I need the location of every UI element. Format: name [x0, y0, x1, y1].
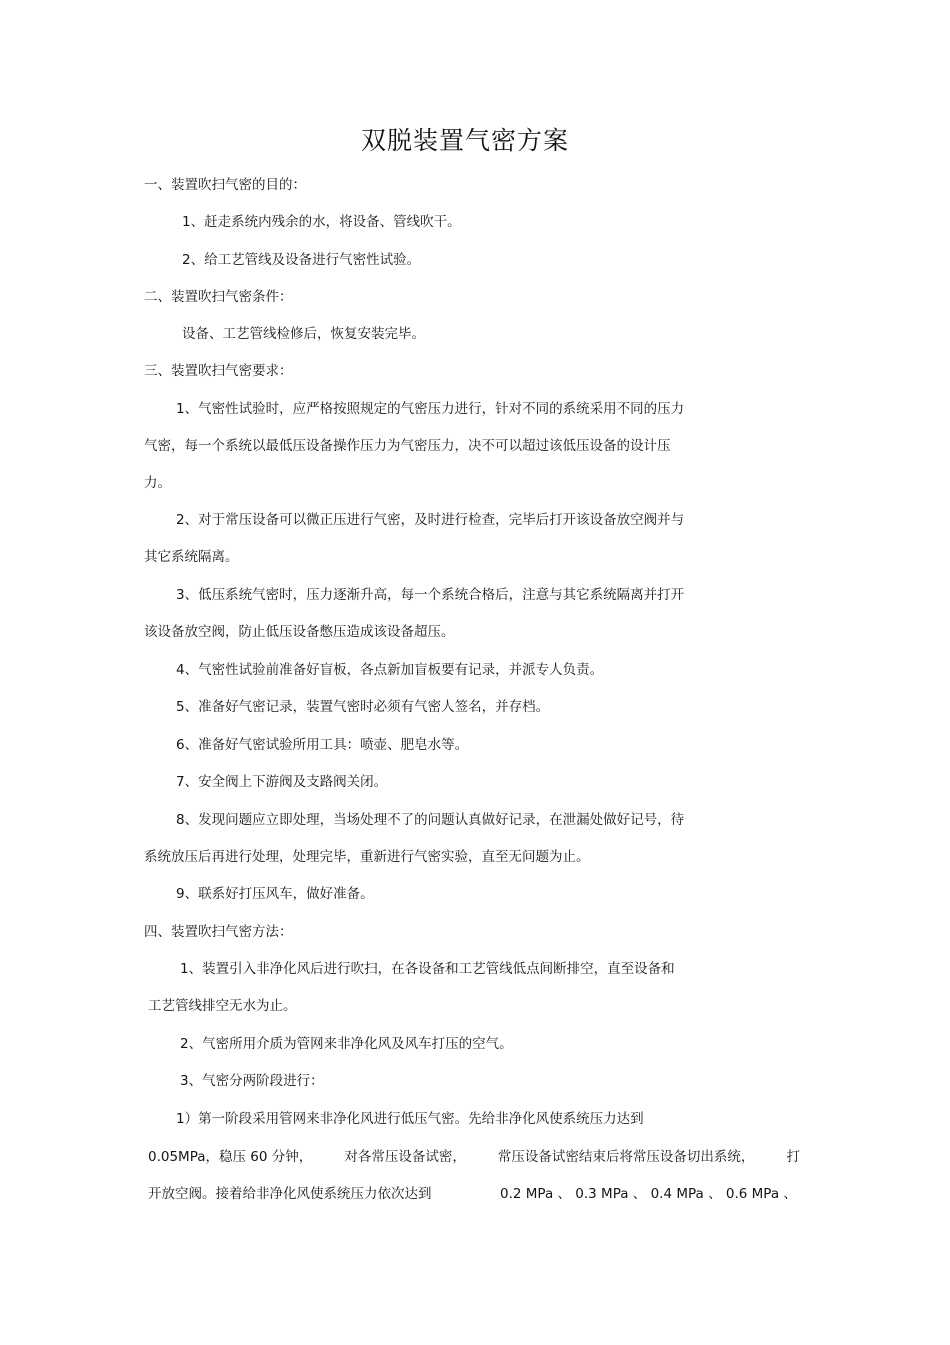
stage-1-pressure-hold: 0.05MPa，稳压 60 分钟，: [148, 1149, 313, 1165]
method-1-line-2: 工艺管线排空无水为止。: [148, 998, 297, 1014]
requirement-1-line-3: 力。: [144, 475, 171, 491]
conditions-text: 设备、工艺管线检修后，恢复安装完毕。: [182, 326, 425, 342]
purpose-item-2: 2、给工艺管线及设备进行气密性试验。: [182, 252, 421, 268]
requirement-5: 5、准备好气密记录，装置气密时必须有气密人签名，并存档。: [176, 699, 550, 715]
section-heading-conditions: 二、装置吹扫气密条件：: [144, 289, 293, 305]
requirement-6: 6、准备好气密试验所用工具：喷壶、肥皂水等。: [176, 737, 469, 753]
requirement-3-line-1: 3、低压系统气密时，压力逐渐升高，每一个系统合格后，注意与其它系统隔离并打开: [176, 587, 685, 603]
requirement-7: 7、安全阀上下游阀及支路阀关闭。: [176, 774, 388, 790]
requirement-2-line-2: 其它系统隔离。: [144, 549, 239, 565]
section-heading-method: 四、装置吹扫气密方法：: [144, 924, 293, 940]
stage-1-cut-out: 常压设备试密结束后将常压设备切出系统，: [497, 1149, 755, 1165]
method-3-stage-1-line-2: [148, 1147, 800, 1167]
requirement-8-line-2: 系统放压后再进行处理，处理完毕，重新进行气密实验，直至无问题为止。: [144, 849, 590, 865]
stage-1-open: 打: [786, 1149, 800, 1165]
method-2: 2、气密所用介质为管网来非净化风及风车打压的空气。: [180, 1036, 513, 1052]
method-1-line-1: 1、装置引入非净化风后进行吹扫，在各设备和工艺管线低点间断排空，直至设备和: [180, 961, 675, 977]
method-3-stage-1-line-3-text: 开放空阀。接着给非净化风使系统压力依次达到: [148, 1186, 432, 1202]
requirement-1-line-2: 气密，每一个系统以最低压设备操作压力为气密压力，决不可以超过该低压设备的设计压: [144, 438, 671, 454]
requirement-2-line-1: 2、对于常压设备可以微正压进行气密，及时进行检查，完毕后打开该设备放空阀并与: [176, 512, 685, 528]
section-heading-purpose: 一、装置吹扫气密的目的：: [144, 177, 306, 193]
requirement-3-line-2: 该设备放空阀，防止低压设备憋压造成该设备超压。: [144, 624, 455, 640]
requirement-4: 4、气密性试验前准备好盲板，各点新加盲板要有记录，并派专人负责。: [176, 662, 604, 678]
requirement-9: 9、联系好打压风车，做好准备。: [176, 886, 374, 902]
method-3-stage-1-line-3-pressures: 0.2 MPa 、 0.3 MPa 、 0.4 MPa 、 0.6 MPa 、: [500, 1186, 797, 1202]
page-title: 双脱装置气密方案: [360, 126, 569, 155]
stage-1-atmospheric-test: 对各常压设备试密，: [344, 1149, 466, 1165]
requirement-1-line-1: 1、气密性试验时，应严格按照规定的气密压力进行，针对不同的系统采用不同的压力: [176, 401, 685, 417]
method-3: 3、气密分两阶段进行：: [180, 1073, 324, 1089]
requirement-8-line-1: 8、发现问题应立即处理，当场处理不了的问题认真做好记录，在泄漏处做好记号，待: [176, 812, 685, 828]
method-3-stage-1-line-1: 1）第一阶段采用管网来非净化风进行低压气密。先给非净化风使系统压力达到: [176, 1111, 644, 1127]
purpose-item-1: 1、赶走系统内残余的水，将设备、管线吹干。: [182, 214, 461, 230]
section-heading-requirements: 三、装置吹扫气密要求：: [144, 363, 293, 379]
